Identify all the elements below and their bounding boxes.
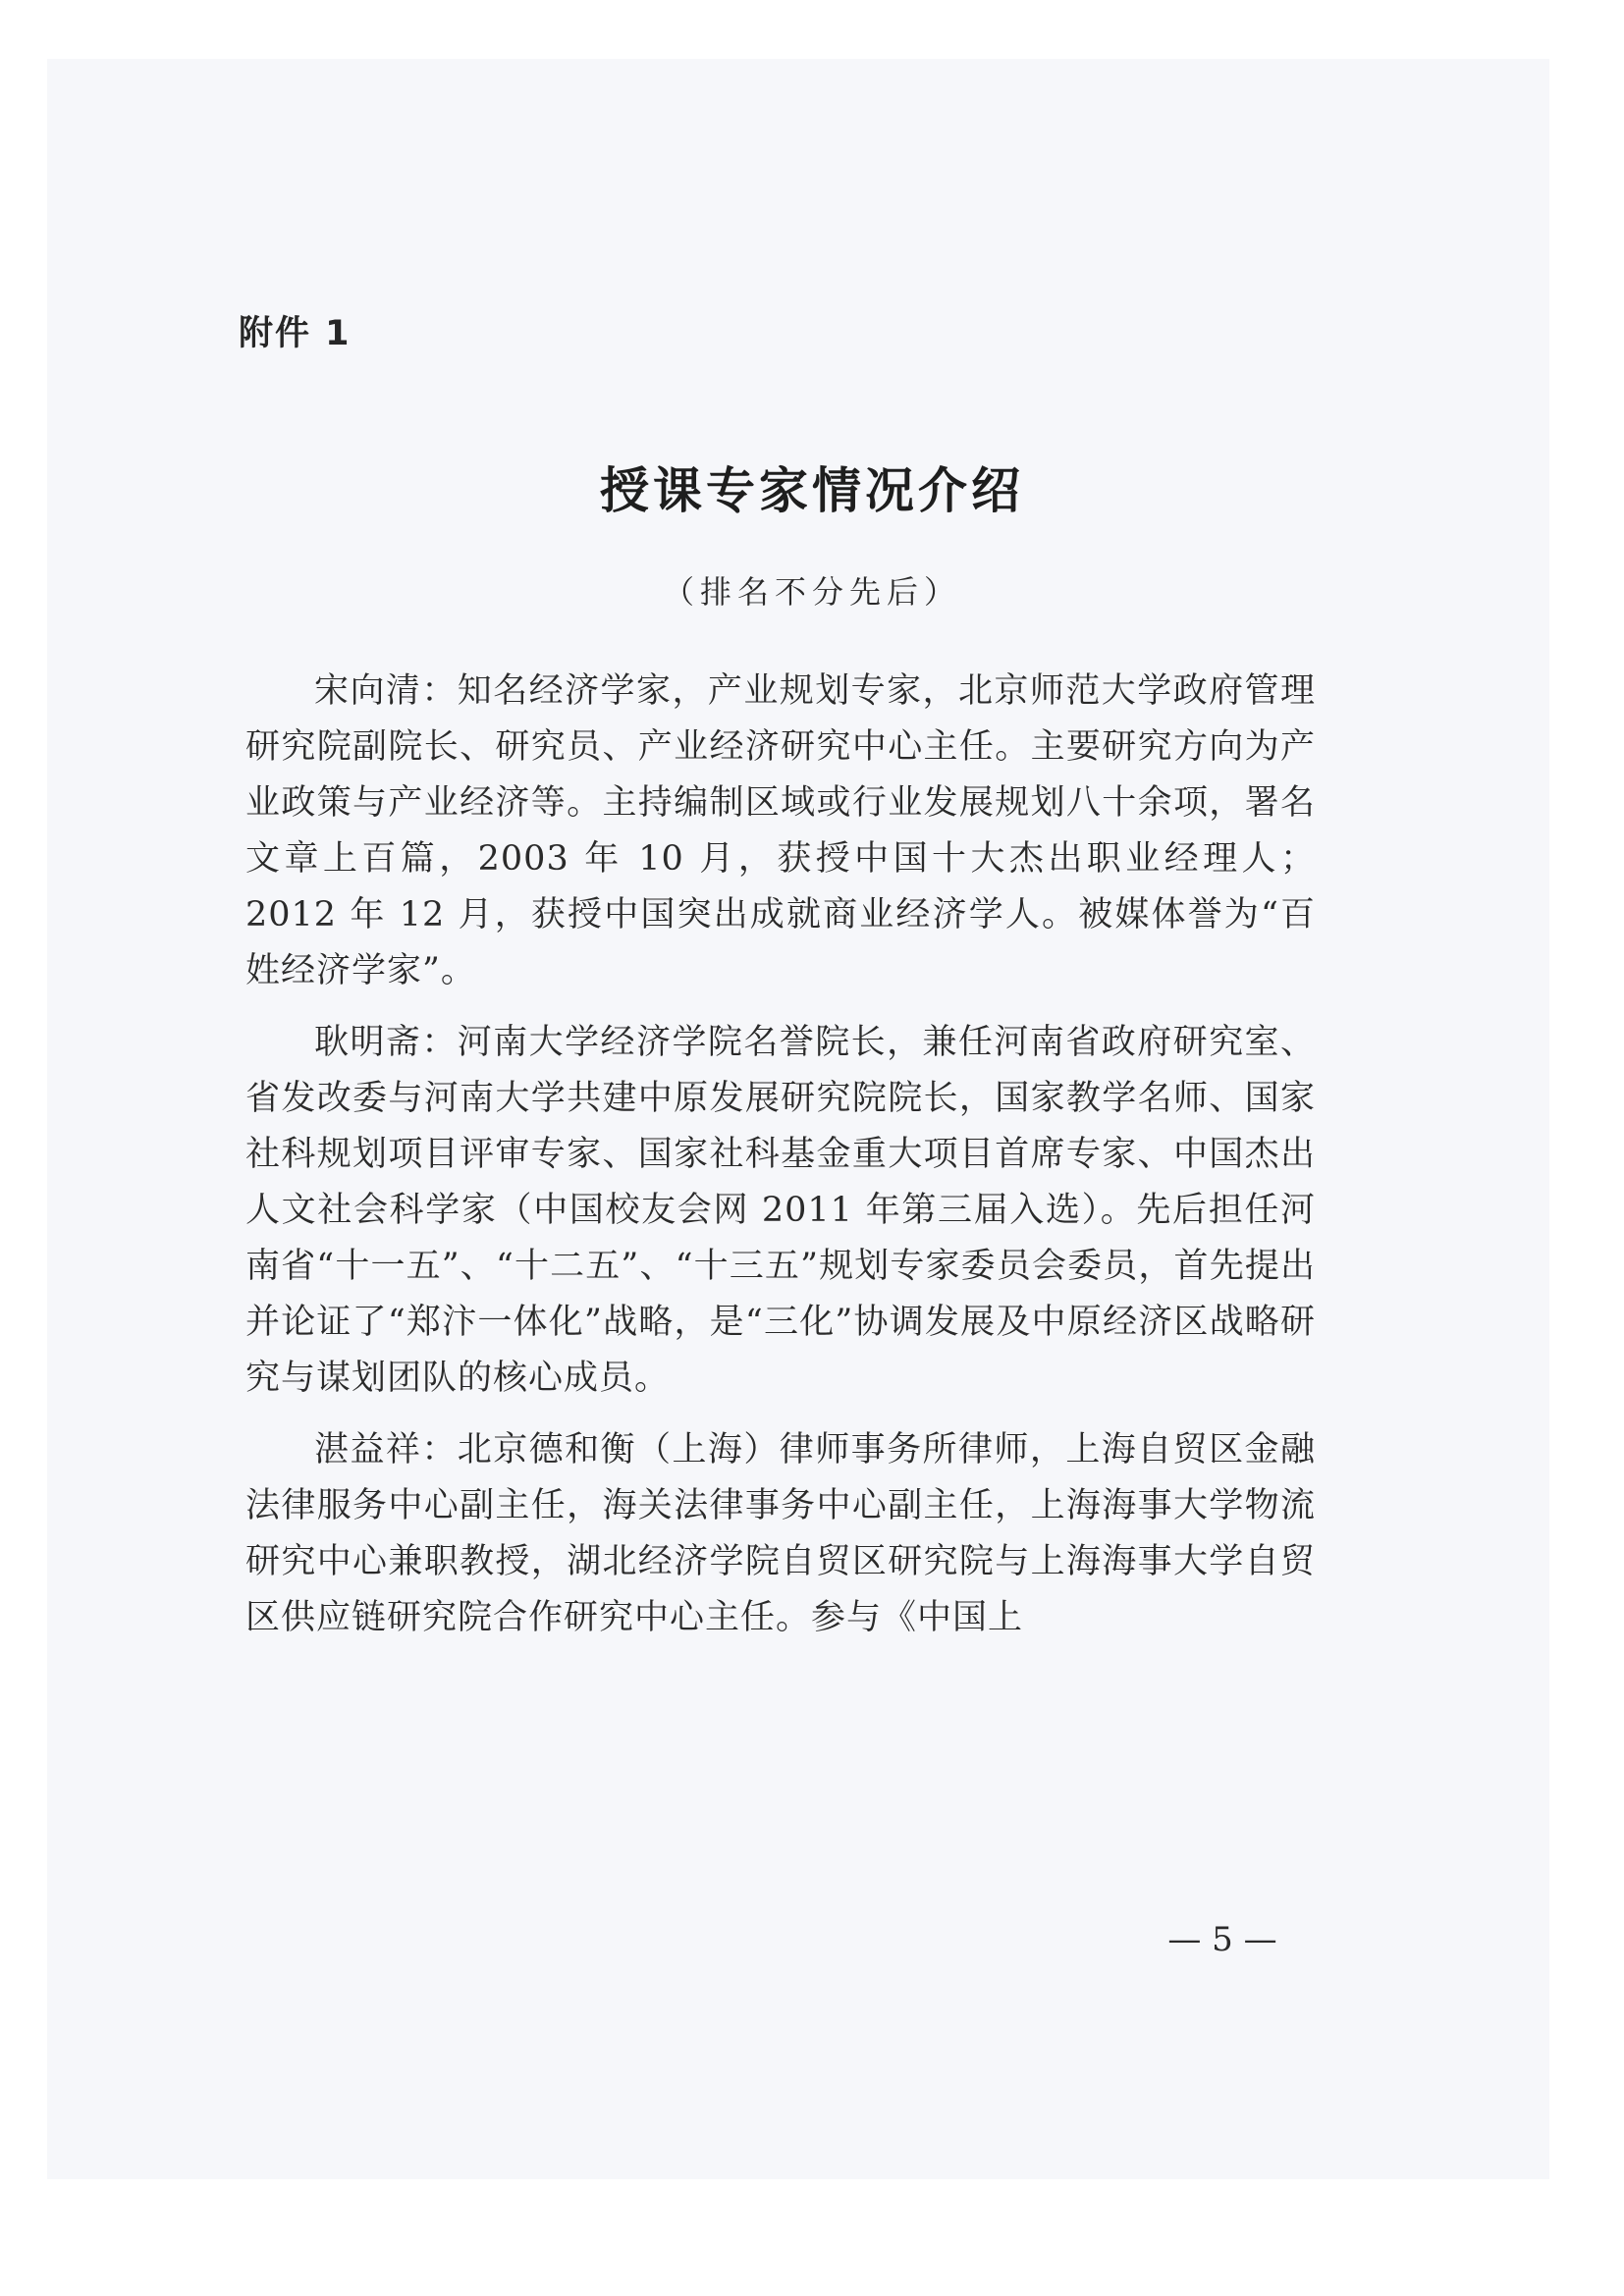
attachment-label: 附件 1 xyxy=(239,314,352,353)
page-number: — 5 — xyxy=(1167,1920,1277,1959)
expert-paragraph-song: 宋向清：知名经济学家，产业规划专家，北京师范大学政府管理研究院副院长、研究员、产业经济研究中心主任。主要研究方向为产业政策与产业经济等。主持编制区域或行业发展规划八十余项，署名文章上百篇，2003 年 10 月，获授中国十大杰出职业经理人；2012 年 12 月，获授中国突出成就商业经济学人。被媒体誉为“百姓经济学家”。 xyxy=(245,671,1316,990)
document-body xyxy=(245,656,1316,1654)
document-title: 授课专家情况介绍 xyxy=(600,461,1024,519)
document-subtitle: （排名不分先后） xyxy=(662,573,961,611)
expert-paragraph-geng: 耿明斋：河南大学经济学院名誉院长，兼任河南省政府研究室、省发改委与河南大学共建中原发展研究院院长，国家教学名师、国家社科规划项目评审专家、国家社科基金重大项目首席专家、中国杰出人文社会科学家（中国校友会网 2011 年第三届入选）。先后担任河南省“十一五”、“十二五”、“十三五”规划专家委员会委员，首先提出并论证了“郑汴一体化”战略，是“三化”协调发展及中原经济区战略研究与谋划团队的核心成员。 xyxy=(245,1023,1316,1398)
expert-paragraph-zhan: 湛益祥：北京德和衡（上海）律师事务所律师，上海自贸区金融法律服务中心副主任，海关法律事务中心副主任，上海海事大学物流研究中心兼职教授，湖北经济学院自贸区研究院与上海海事大学自贸区供应链研究院合作研究中心主任。参与《中国上 xyxy=(245,1430,1316,1637)
